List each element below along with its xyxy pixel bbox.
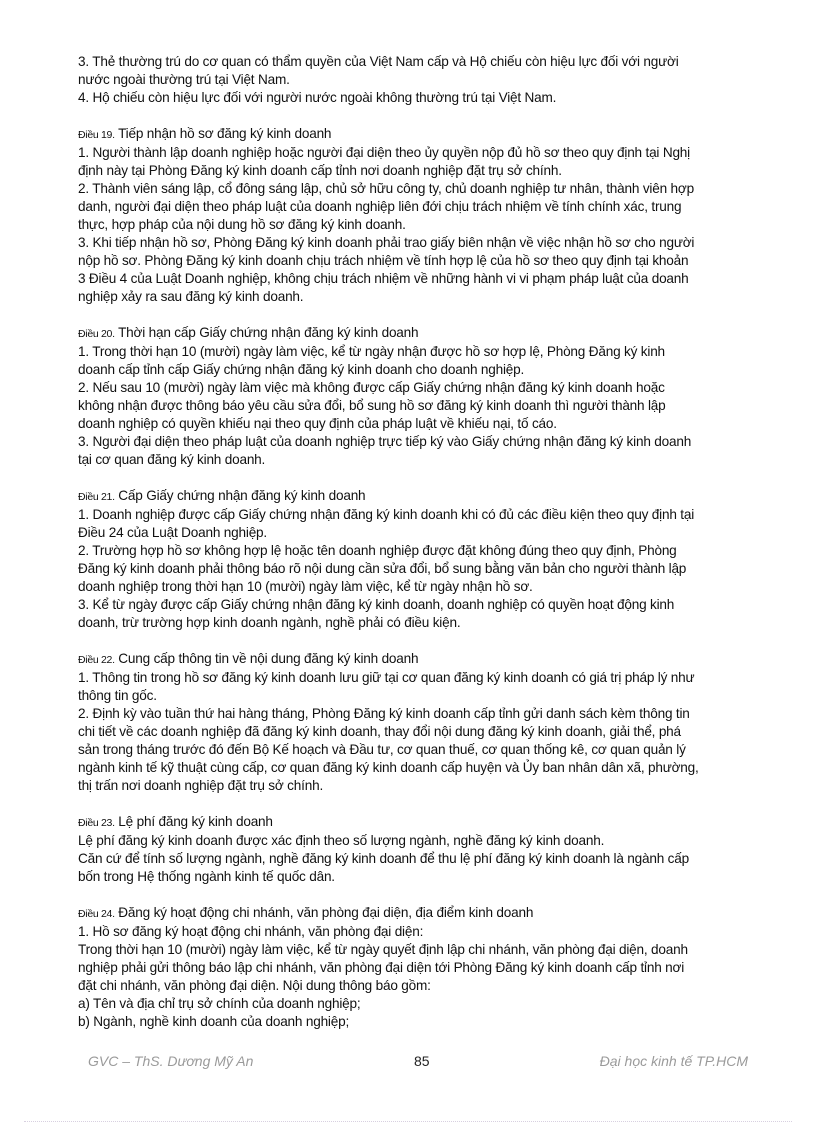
article-heading bbox=[78, 650, 778, 669]
article-title: Đăng ký hoạt động chi nhánh, văn phòng đại diện, địa điểm kinh doanh bbox=[118, 905, 534, 920]
body-line: a) Tên và địa chỉ trụ sở chính của doanh nghiệp; bbox=[78, 996, 361, 1011]
body-line: 1. Doanh nghiệp được cấp Giấy chứng nhận đăng ký kinh doanh khi có đủ các điều kiện theo quy định tại bbox=[78, 507, 695, 522]
body-line: Trong thời hạn 10 (mười) ngày làm việc, kể từ ngày quyết định lập chi nhánh, văn phòng đại diện, doanh bbox=[78, 942, 688, 957]
article-title: Cấp Giấy chứng nhận đăng ký kinh doanh bbox=[118, 488, 366, 503]
body-line: không nhận được thông báo yêu cầu sửa đổi, bổ sung hồ sơ đăng ký kinh doanh thì người thành lập bbox=[78, 398, 666, 413]
body-line: 3. Người đại diện theo pháp luật của doanh nghiệp trực tiếp ký vào Giấy chứng nhận đăng ký kinh doanh bbox=[78, 434, 692, 449]
body-line: thực, hợp pháp của nội dung hồ sơ đăng ký kinh doanh. bbox=[78, 217, 406, 232]
article-heading bbox=[78, 813, 778, 832]
footer-author: GVC – ThS. Dương Mỹ An bbox=[88, 1053, 254, 1069]
page-break-divider bbox=[24, 1121, 792, 1122]
article-title: Thời hạn cấp Giấy chứng nhận đăng ký kinh doanh bbox=[118, 325, 419, 340]
body-line: b) Ngành, nghề kinh doanh của doanh nghiệp; bbox=[78, 1014, 350, 1029]
body-line: nộp hồ sơ. Phòng Đăng ký kinh doanh chịu trách nhiệm về tính hợp lệ của hồ sơ theo quy định tại khoản bbox=[78, 253, 689, 268]
body-line: chi tiết về các doanh nghiệp đã đăng ký kinh doanh, thay đổi nội dung đăng ký kinh doanh, giải thể, phá bbox=[78, 724, 681, 739]
body-line: 2. Nếu sau 10 (mười) ngày làm việc mà không được cấp Giấy chứng nhận đăng ký kinh doanh hoặc bbox=[78, 380, 665, 395]
body-line: Lệ phí đăng ký kinh doanh được xác định theo số lượng ngành, nghề đăng ký kinh doanh. bbox=[78, 833, 605, 848]
body-line: 3. Khi tiếp nhận hồ sơ, Phòng Đăng ký kinh doanh phải trao giấy biên nhận về việc nhận hồ sơ cho người bbox=[78, 235, 695, 250]
body-line: 1. Trong thời hạn 10 (mười) ngày làm việc, kể từ ngày nhận được hồ sơ hợp lệ, Phòng Đăng ký kinh bbox=[78, 344, 665, 359]
article-title: Cung cấp thông tin về nội dung đăng ký kinh doanh bbox=[118, 651, 419, 666]
article-heading bbox=[78, 487, 778, 506]
body-line: 3 Điều 4 của Luật Doanh nghiệp, không chịu trách nhiệm về những hành vi vi phạm pháp luật của doanh bbox=[78, 271, 689, 286]
section-article-23 bbox=[78, 813, 778, 886]
article-number: Điều 24. bbox=[78, 908, 115, 920]
article-heading bbox=[78, 904, 778, 923]
footer-institution: Đại học kinh tế TP.HCM bbox=[599, 1053, 748, 1069]
body-line: nghiệp phải gửi thông báo lập chi nhánh, văn phòng đại diện tới Phòng Đăng ký kinh doanh cấp tỉnh nơi bbox=[78, 960, 685, 975]
body-line: 2. Định kỳ vào tuần thứ hai hàng tháng, Phòng Đăng ký kinh doanh cấp tỉnh gửi danh sách kèm thông tin bbox=[78, 706, 690, 721]
article-number: Điều 21. bbox=[78, 491, 115, 503]
body-line: Căn cứ để tính số lượng ngành, nghề đăng ký kinh doanh để thu lệ phí đăng ký kinh doanh là ngành cấp bbox=[78, 851, 689, 866]
body-line: 2. Thành viên sáng lập, cổ đông sáng lập, chủ sở hữu công ty, chủ doanh nghiệp tư nhân, thành viên hợp bbox=[78, 181, 694, 196]
body-line: doanh nghiệp có quyền khiếu nại theo quy định của pháp luật về khiếu nại, tố cáo. bbox=[78, 416, 557, 431]
section-article-21 bbox=[78, 487, 778, 632]
body-line: 1. Người thành lập doanh nghiệp hoặc người đại diện theo ủy quyền nộp đủ hồ sơ theo quy định tại Nghị bbox=[78, 145, 690, 160]
article-number: Điều 23. bbox=[78, 817, 115, 829]
page-number: 85 bbox=[414, 1053, 430, 1069]
body-line: doanh nghiệp trong thời hạn 10 (mười) ngày làm việc, kể từ ngày nhận hồ sơ. bbox=[78, 579, 533, 594]
body-line: 4. Hộ chiếu còn hiệu lực đối với người nước ngoài không thường trú tại Việt Nam. bbox=[78, 90, 557, 105]
body-line: ngành kinh tế kỹ thuật cùng cấp, cơ quan đăng ký kinh doanh cấp huyện và Ủy ban nhân dân xã, phường, bbox=[78, 760, 699, 775]
article-heading bbox=[78, 125, 778, 144]
section-article-24 bbox=[78, 904, 778, 1031]
body-line: 2. Trường hợp hồ sơ không hợp lệ hoặc tên doanh nghiệp được đặt không đúng theo quy định, Phòng bbox=[78, 543, 677, 558]
body-line: doanh cấp tỉnh cấp Giấy chứng nhận đăng ký kinh doanh cho doanh nghiệp. bbox=[78, 362, 525, 377]
body-line: định này tại Phòng Đăng ký kinh doanh cấp tỉnh nơi doanh nghiệp đặt trụ sở chính. bbox=[78, 163, 562, 178]
body-line: nghiệp xảy ra sau đăng ký kinh doanh. bbox=[78, 289, 304, 304]
body-line: Điều 24 của Luật Doanh nghiệp. bbox=[78, 525, 267, 540]
body-line: 3. Thẻ thường trú do cơ quan có thẩm quyền của Việt Nam cấp và Hộ chiếu còn hiệu lực đối với người bbox=[78, 54, 679, 69]
body-line: đặt chi nhánh, văn phòng đại diện. Nội dung thông báo gồm: bbox=[78, 978, 431, 993]
article-title: Tiếp nhận hồ sơ đăng ký kinh doanh bbox=[118, 126, 332, 141]
body-line: danh, người đại diện theo pháp luật của doanh nghiệp liên đới chịu trách nhiệm về tính chính xác, trung bbox=[78, 199, 682, 214]
section-article-20 bbox=[78, 324, 778, 469]
body-line: thị trấn nơi doanh nghiệp đặt trụ sở chính. bbox=[78, 778, 324, 793]
body-line: nước ngoài thường trú tại Việt Nam. bbox=[78, 72, 290, 87]
article-number: Điều 19. bbox=[78, 129, 115, 141]
article-heading bbox=[78, 324, 778, 343]
body-line: 1. Thông tin trong hồ sơ đăng ký kinh doanh lưu giữ tại cơ quan đăng ký kinh doanh có giá trị pháp lý như bbox=[78, 670, 695, 685]
body-line: doanh, trừ trường hợp kinh doanh ngành, nghề phải có điều kiện. bbox=[78, 615, 461, 630]
body-line: sản trong tháng trước đó đến Bộ Kế hoạch và Đầu tư, cơ quan thuế, cơ quan thống kê, cơ quan quản lý bbox=[78, 742, 686, 757]
body-line: bốn trong Hệ thống ngành kinh tế quốc dân. bbox=[78, 869, 335, 884]
document-body bbox=[78, 53, 778, 1031]
body-line: 1. Hồ sơ đăng ký hoạt động chi nhánh, văn phòng đại diện: bbox=[78, 924, 424, 939]
section-article-22 bbox=[78, 650, 778, 795]
article-title: Lệ phí đăng ký kinh doanh bbox=[118, 814, 273, 829]
body-line: 3. Kể từ ngày được cấp Giấy chứng nhận đăng ký kinh doanh, doanh nghiệp có quyền hoạt động kinh bbox=[78, 597, 675, 612]
body-line: tại cơ quan đăng ký kinh doanh. bbox=[78, 452, 266, 467]
page-footer bbox=[88, 1053, 748, 1073]
article-number: Điều 20. bbox=[78, 328, 115, 340]
body-line: thông tin gốc. bbox=[78, 688, 157, 703]
section-article-19 bbox=[78, 125, 778, 306]
article-number: Điều 22. bbox=[78, 654, 115, 666]
body-line: Đăng ký kinh doanh phải thông báo rõ nội dung cần sửa đổi, bổ sung bằng văn bản cho người thành lập bbox=[78, 561, 687, 576]
section-continuation bbox=[78, 53, 778, 107]
